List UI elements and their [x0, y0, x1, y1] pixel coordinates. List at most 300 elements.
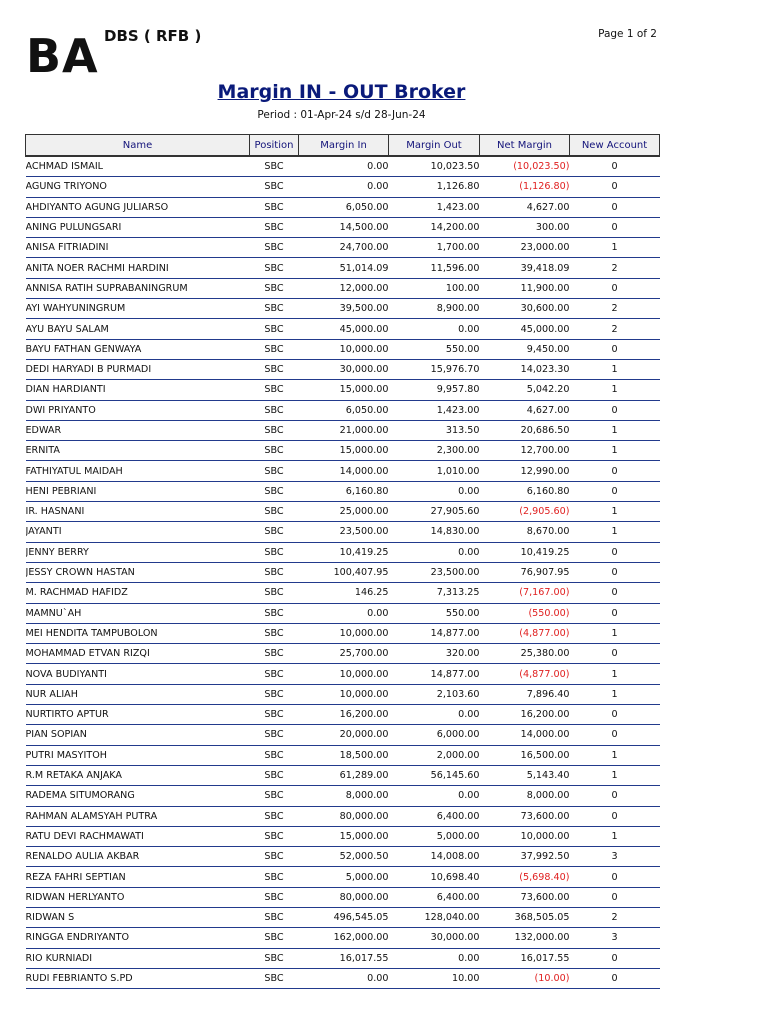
- col-header-margin-out: Margin Out: [389, 135, 480, 157]
- cell-position: SBC: [250, 542, 299, 562]
- cell-net-margin: 8,000.00: [480, 786, 570, 806]
- cell-margin-in: 61,289.00: [299, 765, 389, 785]
- cell-name: AHDIYANTO AGUNG JULIARSO: [26, 197, 250, 217]
- cell-position: SBC: [250, 583, 299, 603]
- table-row: [26, 684, 660, 704]
- cell-name: DEDI HARYADI B PURMADI: [26, 359, 250, 379]
- cell-net-margin: 25,380.00: [480, 644, 570, 664]
- cell-margin-out: 14,877.00: [389, 623, 480, 643]
- cell-new-account: 2: [570, 319, 660, 339]
- cell-margin-out: 550.00: [389, 603, 480, 623]
- cell-name: ANNISA RATIH SUPRABANINGRUM: [26, 278, 250, 298]
- cell-new-account: 0: [570, 542, 660, 562]
- cell-margin-out: 10.00: [389, 968, 480, 988]
- table-row: [26, 380, 660, 400]
- cell-net-margin: (10,023.50): [480, 156, 570, 177]
- cell-new-account: 0: [570, 948, 660, 968]
- cell-net-margin: 23,000.00: [480, 238, 570, 258]
- cell-name: RADEMA SITUMORANG: [26, 786, 250, 806]
- cell-margin-in: 6,160.80: [299, 481, 389, 501]
- cell-margin-out: 5,000.00: [389, 826, 480, 846]
- cell-margin-out: 550.00: [389, 339, 480, 359]
- table-row: [26, 339, 660, 359]
- cell-margin-in: 0.00: [299, 968, 389, 988]
- cell-new-account: 0: [570, 562, 660, 582]
- cell-name: ANING PULUNGSARI: [26, 217, 250, 237]
- cell-position: SBC: [250, 278, 299, 298]
- table-row: [26, 217, 660, 237]
- cell-position: SBC: [250, 481, 299, 501]
- cell-margin-out: 313.50: [389, 420, 480, 440]
- cell-margin-out: 9,957.80: [389, 380, 480, 400]
- cell-name: RIDWAN S: [26, 907, 250, 927]
- cell-margin-out: 14,877.00: [389, 664, 480, 684]
- cell-position: SBC: [250, 887, 299, 907]
- cell-position: SBC: [250, 238, 299, 258]
- cell-new-account: 2: [570, 258, 660, 278]
- cell-new-account: 0: [570, 278, 660, 298]
- cell-name: HENI PEBRIANI: [26, 481, 250, 501]
- cell-net-margin: 39,418.09: [480, 258, 570, 278]
- cell-margin-out: 100.00: [389, 278, 480, 298]
- cell-new-account: 0: [570, 644, 660, 664]
- table-row: [26, 420, 660, 440]
- cell-position: SBC: [250, 847, 299, 867]
- col-header-position: Position: [250, 135, 299, 157]
- cell-new-account: 0: [570, 217, 660, 237]
- col-header-name: Name: [26, 135, 250, 157]
- cell-net-margin: 76,907.95: [480, 562, 570, 582]
- cell-position: SBC: [250, 603, 299, 623]
- table-row: [26, 745, 660, 765]
- cell-margin-out: 0.00: [389, 705, 480, 725]
- table-row: [26, 907, 660, 927]
- cell-margin-in: 39,500.00: [299, 299, 389, 319]
- cell-net-margin: 4,627.00: [480, 197, 570, 217]
- cell-position: SBC: [250, 907, 299, 927]
- cell-margin-in: 6,050.00: [299, 197, 389, 217]
- cell-margin-out: 14,008.00: [389, 847, 480, 867]
- cell-margin-in: 80,000.00: [299, 806, 389, 826]
- cell-margin-out: 1,010.00: [389, 461, 480, 481]
- cell-margin-in: 0.00: [299, 177, 389, 197]
- cell-margin-out: 1,700.00: [389, 238, 480, 258]
- table-row: [26, 948, 660, 968]
- table-row: [26, 928, 660, 948]
- table-row: [26, 156, 660, 177]
- cell-margin-in: 5,000.00: [299, 867, 389, 887]
- cell-position: SBC: [250, 725, 299, 745]
- cell-new-account: 1: [570, 359, 660, 379]
- cell-margin-in: 10,000.00: [299, 684, 389, 704]
- cell-name: ANITA NOER RACHMI HARDINI: [26, 258, 250, 278]
- table-row: [26, 786, 660, 806]
- cell-new-account: 0: [570, 725, 660, 745]
- cell-position: SBC: [250, 745, 299, 765]
- cell-position: SBC: [250, 197, 299, 217]
- table-row: [26, 623, 660, 643]
- cell-net-margin: 11,900.00: [480, 278, 570, 298]
- cell-margin-in: 20,000.00: [299, 725, 389, 745]
- cell-margin-in: 25,000.00: [299, 502, 389, 522]
- cell-margin-out: 30,000.00: [389, 928, 480, 948]
- table-row: [26, 400, 660, 420]
- cell-margin-out: 2,000.00: [389, 745, 480, 765]
- cell-new-account: 1: [570, 502, 660, 522]
- table-row: [26, 887, 660, 907]
- cell-new-account: 0: [570, 461, 660, 481]
- table-row: [26, 481, 660, 501]
- cell-name: PIAN SOPIAN: [26, 725, 250, 745]
- cell-margin-in: 24,700.00: [299, 238, 389, 258]
- cell-position: SBC: [250, 806, 299, 826]
- cell-name: RUDI FEBRIANTO S.PD: [26, 968, 250, 988]
- col-header-margin-in: Margin In: [299, 135, 389, 157]
- cell-margin-in: 21,000.00: [299, 420, 389, 440]
- table-row: [26, 847, 660, 867]
- cell-position: SBC: [250, 156, 299, 177]
- cell-margin-out: 0.00: [389, 786, 480, 806]
- cell-name: JESSY CROWN HASTAN: [26, 562, 250, 582]
- table-header-row: [26, 135, 660, 157]
- cell-position: SBC: [250, 441, 299, 461]
- cell-position: SBC: [250, 786, 299, 806]
- cell-margin-in: 10,000.00: [299, 623, 389, 643]
- cell-net-margin: 16,200.00: [480, 705, 570, 725]
- cell-new-account: 1: [570, 420, 660, 440]
- table-row: [26, 867, 660, 887]
- cell-position: SBC: [250, 948, 299, 968]
- cell-name: ERNITA: [26, 441, 250, 461]
- cell-new-account: 1: [570, 745, 660, 765]
- cell-margin-in: 162,000.00: [299, 928, 389, 948]
- cell-new-account: 1: [570, 664, 660, 684]
- cell-net-margin: (7,167.00): [480, 583, 570, 603]
- cell-margin-in: 18,500.00: [299, 745, 389, 765]
- cell-new-account: 0: [570, 887, 660, 907]
- cell-net-margin: 6,160.80: [480, 481, 570, 501]
- cell-name: AYI WAHYUNINGRUM: [26, 299, 250, 319]
- table-row: [26, 197, 660, 217]
- cell-name: AYU BAYU SALAM: [26, 319, 250, 339]
- cell-position: SBC: [250, 461, 299, 481]
- cell-name: ACHMAD ISMAIL: [26, 156, 250, 177]
- cell-margin-out: 27,905.60: [389, 502, 480, 522]
- cell-new-account: 0: [570, 481, 660, 501]
- cell-new-account: 1: [570, 238, 660, 258]
- cell-name: RENALDO AULIA AKBAR: [26, 847, 250, 867]
- cell-net-margin: 4,627.00: [480, 400, 570, 420]
- cell-new-account: 0: [570, 806, 660, 826]
- cell-net-margin: (4,877.00): [480, 623, 570, 643]
- cell-position: SBC: [250, 258, 299, 278]
- cell-net-margin: 14,023.30: [480, 359, 570, 379]
- cell-position: SBC: [250, 765, 299, 785]
- cell-position: SBC: [250, 664, 299, 684]
- cell-margin-in: 14,000.00: [299, 461, 389, 481]
- col-header-net-margin: Net Margin: [480, 135, 570, 157]
- cell-new-account: 1: [570, 684, 660, 704]
- cell-net-margin: 16,017.55: [480, 948, 570, 968]
- cell-margin-out: 0.00: [389, 948, 480, 968]
- cell-net-margin: (2,905.60): [480, 502, 570, 522]
- table-row: [26, 603, 660, 623]
- cell-margin-out: 1,423.00: [389, 197, 480, 217]
- cell-name: AGUNG TRIYONO: [26, 177, 250, 197]
- cell-margin-in: 16,200.00: [299, 705, 389, 725]
- table-row: [26, 705, 660, 725]
- table-row: [26, 278, 660, 298]
- table-row: [26, 664, 660, 684]
- table-row: [26, 644, 660, 664]
- cell-margin-in: 146.25: [299, 583, 389, 603]
- cell-margin-in: 10,000.00: [299, 664, 389, 684]
- cell-margin-in: 14,500.00: [299, 217, 389, 237]
- table-row: [26, 725, 660, 745]
- cell-name: MOHAMMAD ETVAN RIZQI: [26, 644, 250, 664]
- cell-new-account: 1: [570, 826, 660, 846]
- cell-position: SBC: [250, 502, 299, 522]
- cell-net-margin: 12,990.00: [480, 461, 570, 481]
- cell-margin-in: 25,700.00: [299, 644, 389, 664]
- cell-position: SBC: [250, 400, 299, 420]
- cell-position: SBC: [250, 359, 299, 379]
- table-row: [26, 562, 660, 582]
- cell-position: SBC: [250, 644, 299, 664]
- cell-net-margin: 73,600.00: [480, 887, 570, 907]
- cell-position: SBC: [250, 867, 299, 887]
- table-row: [26, 765, 660, 785]
- cell-net-margin: 37,992.50: [480, 847, 570, 867]
- cell-new-account: 0: [570, 197, 660, 217]
- cell-net-margin: 8,670.00: [480, 522, 570, 542]
- cell-new-account: 0: [570, 968, 660, 988]
- cell-margin-out: 8,900.00: [389, 299, 480, 319]
- cell-position: SBC: [250, 217, 299, 237]
- cell-margin-in: 8,000.00: [299, 786, 389, 806]
- cell-name: IR. HASNANI: [26, 502, 250, 522]
- cell-position: SBC: [250, 928, 299, 948]
- cell-new-account: 0: [570, 177, 660, 197]
- table-row: [26, 238, 660, 258]
- cell-position: SBC: [250, 968, 299, 988]
- cell-margin-out: 128,040.00: [389, 907, 480, 927]
- cell-net-margin: 45,000.00: [480, 319, 570, 339]
- cell-name: RINGGA ENDRIYANTO: [26, 928, 250, 948]
- cell-name: RIO KURNIADI: [26, 948, 250, 968]
- table-row: [26, 968, 660, 988]
- cell-margin-out: 0.00: [389, 319, 480, 339]
- table-row: [26, 441, 660, 461]
- cell-new-account: 1: [570, 522, 660, 542]
- report-period: Period : 01-Apr-24 s/d 28-Jun-24: [257, 109, 426, 121]
- cell-net-margin: 10,000.00: [480, 826, 570, 846]
- table-row: [26, 177, 660, 197]
- cell-margin-in: 80,000.00: [299, 887, 389, 907]
- cell-net-margin: 5,042.20: [480, 380, 570, 400]
- cell-new-account: 0: [570, 400, 660, 420]
- cell-name: RAHMAN ALAMSYAH PUTRA: [26, 806, 250, 826]
- cell-margin-out: 15,976.70: [389, 359, 480, 379]
- cell-net-margin: 5,143.40: [480, 765, 570, 785]
- cell-name: DIAN HARDIANTI: [26, 380, 250, 400]
- cell-net-margin: 10,419.25: [480, 542, 570, 562]
- cell-new-account: 3: [570, 847, 660, 867]
- cell-name: FATHIYATUL MAIDAH: [26, 461, 250, 481]
- cell-net-margin: (1,126.80): [480, 177, 570, 197]
- cell-new-account: 2: [570, 907, 660, 927]
- cell-position: SBC: [250, 420, 299, 440]
- cell-position: SBC: [250, 623, 299, 643]
- cell-margin-in: 496,545.05: [299, 907, 389, 927]
- cell-margin-in: 23,500.00: [299, 522, 389, 542]
- cell-margin-out: 14,830.00: [389, 522, 480, 542]
- cell-margin-in: 52,000.50: [299, 847, 389, 867]
- cell-margin-in: 12,000.00: [299, 278, 389, 298]
- cell-name: PUTRI MASYITOH: [26, 745, 250, 765]
- cell-margin-in: 45,000.00: [299, 319, 389, 339]
- cell-name: MAMNU`AH: [26, 603, 250, 623]
- cell-name: R.M RETAKA ANJAKA: [26, 765, 250, 785]
- cell-name: M. RACHMAD HAFIDZ: [26, 583, 250, 603]
- cell-margin-out: 14,200.00: [389, 217, 480, 237]
- cell-net-margin: 20,686.50: [480, 420, 570, 440]
- cell-margin-out: 320.00: [389, 644, 480, 664]
- company-logo: BA: [26, 29, 99, 83]
- cell-new-account: 2: [570, 299, 660, 319]
- cell-name: ANISA FITRIADINI: [26, 238, 250, 258]
- cell-new-account: 0: [570, 156, 660, 177]
- cell-position: SBC: [250, 705, 299, 725]
- cell-net-margin: 16,500.00: [480, 745, 570, 765]
- cell-new-account: 3: [570, 928, 660, 948]
- cell-position: SBC: [250, 319, 299, 339]
- cell-net-margin: 30,600.00: [480, 299, 570, 319]
- cell-net-margin: (550.00): [480, 603, 570, 623]
- table-row: [26, 359, 660, 379]
- cell-margin-out: 7,313.25: [389, 583, 480, 603]
- cell-margin-in: 15,000.00: [299, 441, 389, 461]
- cell-margin-out: 1,423.00: [389, 400, 480, 420]
- cell-new-account: 1: [570, 441, 660, 461]
- page-indicator: Page 1 of 2: [598, 28, 657, 40]
- cell-margin-in: 15,000.00: [299, 826, 389, 846]
- cell-net-margin: 368,505.05: [480, 907, 570, 927]
- cell-margin-out: 56,145.60: [389, 765, 480, 785]
- cell-position: SBC: [250, 684, 299, 704]
- cell-margin-in: 100,407.95: [299, 562, 389, 582]
- cell-position: SBC: [250, 380, 299, 400]
- cell-name: REZA FAHRI SEPTIAN: [26, 867, 250, 887]
- table-row: [26, 319, 660, 339]
- report-title: Margin IN - OUT Broker: [217, 81, 466, 103]
- cell-net-margin: 132,000.00: [480, 928, 570, 948]
- cell-margin-in: 30,000.00: [299, 359, 389, 379]
- cell-net-margin: 14,000.00: [480, 725, 570, 745]
- cell-new-account: 0: [570, 705, 660, 725]
- cell-name: NUR ALIAH: [26, 684, 250, 704]
- cell-position: SBC: [250, 522, 299, 542]
- cell-margin-in: 0.00: [299, 603, 389, 623]
- cell-margin-out: 6,400.00: [389, 887, 480, 907]
- table-row: [26, 583, 660, 603]
- cell-name: NURTIRTO APTUR: [26, 705, 250, 725]
- cell-margin-out: 2,103.60: [389, 684, 480, 704]
- cell-margin-in: 15,000.00: [299, 380, 389, 400]
- cell-margin-in: 16,017.55: [299, 948, 389, 968]
- cell-new-account: 1: [570, 380, 660, 400]
- table-row: [26, 806, 660, 826]
- cell-new-account: 0: [570, 786, 660, 806]
- cell-position: SBC: [250, 299, 299, 319]
- cell-margin-out: 10,698.40: [389, 867, 480, 887]
- cell-margin-in: 51,014.09: [299, 258, 389, 278]
- cell-new-account: 0: [570, 339, 660, 359]
- cell-net-margin: (4,877.00): [480, 664, 570, 684]
- cell-net-margin: 9,450.00: [480, 339, 570, 359]
- cell-name: RATU DEVI RACHMAWATI: [26, 826, 250, 846]
- table-row: [26, 542, 660, 562]
- cell-margin-out: 6,000.00: [389, 725, 480, 745]
- cell-name: DWI PRIYANTO: [26, 400, 250, 420]
- cell-position: SBC: [250, 562, 299, 582]
- cell-net-margin: 12,700.00: [480, 441, 570, 461]
- table-row: [26, 258, 660, 278]
- table-row: [26, 826, 660, 846]
- cell-name: MEI HENDITA TAMPUBOLON: [26, 623, 250, 643]
- cell-margin-in: 0.00: [299, 156, 389, 177]
- cell-position: SBC: [250, 177, 299, 197]
- cell-net-margin: 300.00: [480, 217, 570, 237]
- cell-margin-out: 1,126.80: [389, 177, 480, 197]
- cell-margin-out: 6,400.00: [389, 806, 480, 826]
- cell-new-account: 1: [570, 623, 660, 643]
- table-row: [26, 522, 660, 542]
- cell-new-account: 0: [570, 603, 660, 623]
- cell-name: EDWAR: [26, 420, 250, 440]
- cell-name: RIDWAN HERLYANTO: [26, 887, 250, 907]
- cell-new-account: 1: [570, 765, 660, 785]
- cell-margin-in: 10,419.25: [299, 542, 389, 562]
- table-row: [26, 299, 660, 319]
- cell-position: SBC: [250, 339, 299, 359]
- cell-position: SBC: [250, 826, 299, 846]
- cell-name: JENNY BERRY: [26, 542, 250, 562]
- cell-name: BAYU FATHAN GENWAYA: [26, 339, 250, 359]
- cell-new-account: 0: [570, 867, 660, 887]
- table-row: [26, 461, 660, 481]
- cell-name: NOVA BUDIYANTI: [26, 664, 250, 684]
- cell-margin-out: 2,300.00: [389, 441, 480, 461]
- cell-margin-in: 10,000.00: [299, 339, 389, 359]
- table-row: [26, 502, 660, 522]
- cell-net-margin: 7,896.40: [480, 684, 570, 704]
- col-header-new-account: New Account: [570, 135, 660, 157]
- cell-margin-out: 0.00: [389, 542, 480, 562]
- company-name: DBS ( RFB ): [104, 27, 202, 45]
- cell-margin-out: 10,023.50: [389, 156, 480, 177]
- margin-table: [25, 134, 660, 989]
- cell-margin-out: 23,500.00: [389, 562, 480, 582]
- cell-net-margin: (10.00): [480, 968, 570, 988]
- cell-margin-out: 0.00: [389, 481, 480, 501]
- cell-margin-in: 6,050.00: [299, 400, 389, 420]
- cell-name: JAYANTI: [26, 522, 250, 542]
- cell-new-account: 0: [570, 583, 660, 603]
- cell-margin-out: 11,596.00: [389, 258, 480, 278]
- cell-net-margin: (5,698.40): [480, 867, 570, 887]
- cell-net-margin: 73,600.00: [480, 806, 570, 826]
